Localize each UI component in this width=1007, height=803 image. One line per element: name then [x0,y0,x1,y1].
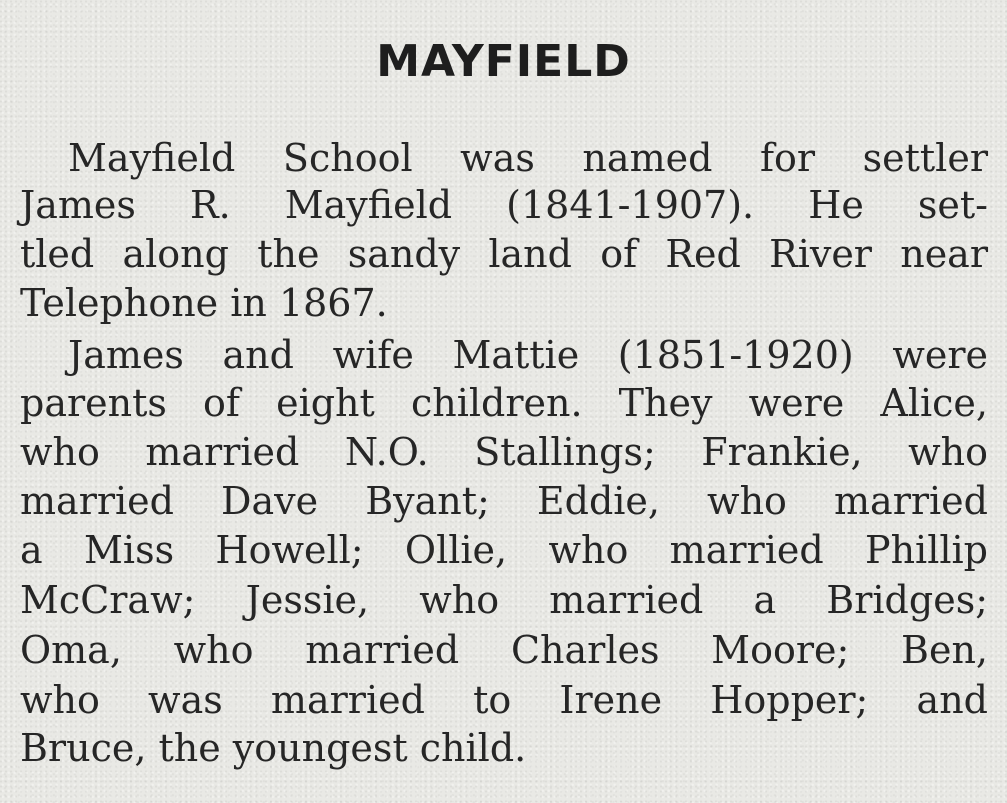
text-line: who was married to Irene Hopper; and [20,678,988,722]
document-title: MAYFIELD [376,36,631,87]
text-line: James R. Mayfield (1841-1907). He set- [20,183,988,227]
text-line: parents of eight children. They were Alice, [20,381,988,425]
text-line: Bruce, the youngest child. [20,726,527,770]
text-line: who married N.O. Stallings; Frankie, who [20,430,988,474]
text-line: McCraw; Jessie, who married a Bridges; [20,578,988,622]
text-line: a Miss Howell; Ollie, who married Phillip [20,528,988,572]
text-line: Oma, who married Charles Moore; Ben, [20,628,988,672]
text-line: married Dave Byant; Eddie, who married [20,479,988,523]
text-line: tled along the sandy land of Red River near [20,232,988,276]
text-line: Telephone in 1867. [20,281,388,325]
text-line: James and wife Mattie (1851-1920) were [68,333,988,377]
text-line: Mayfield School was named for settler [68,136,988,180]
